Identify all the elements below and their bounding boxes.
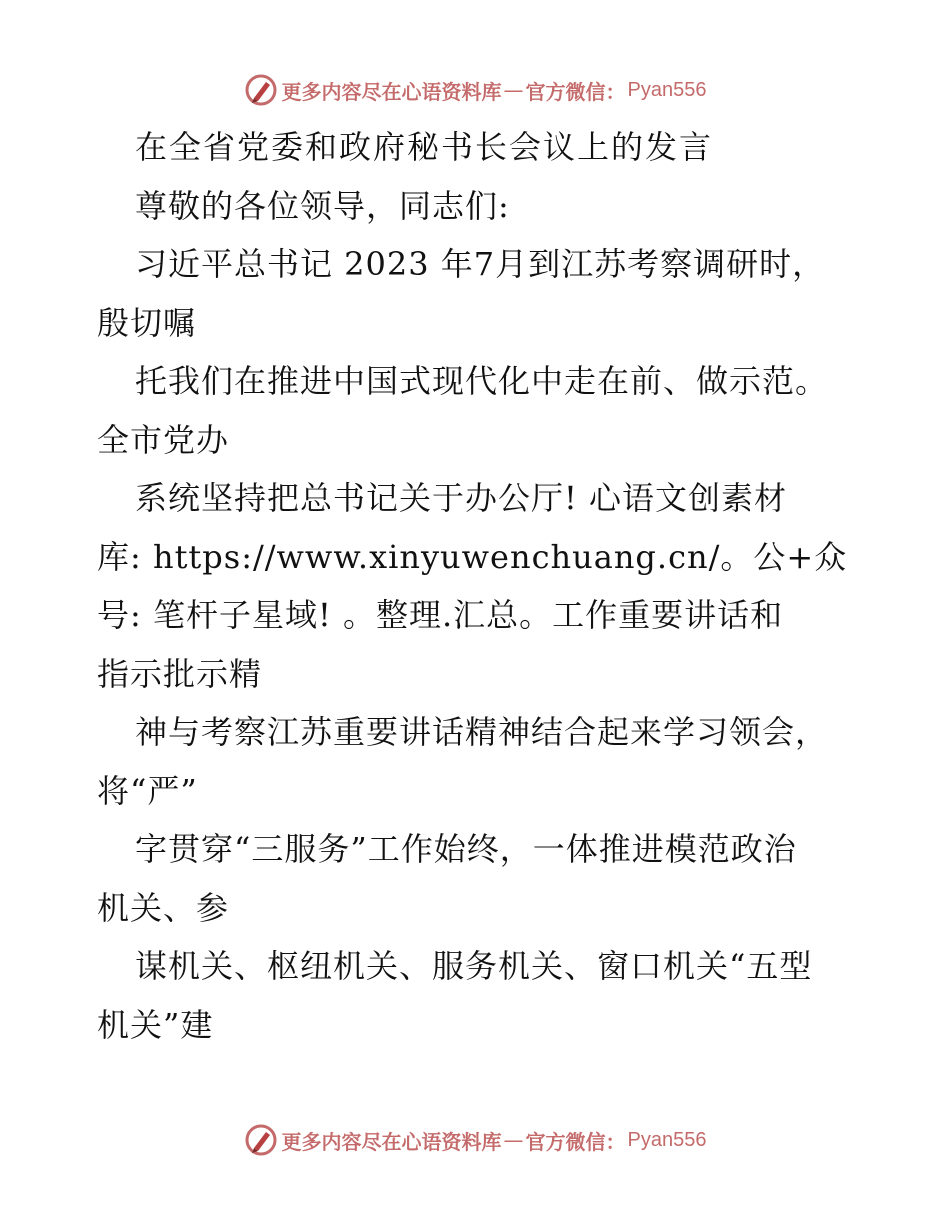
pen-nib-logo-icon [244,1123,278,1157]
salutation-line: 尊敬的各位领导，同志们: [135,186,510,225]
paragraph-line: 指示批示精 [97,654,263,693]
paragraph-line: 字贯穿“三服务”工作始终，一体推进模范政治 [135,830,797,868]
paragraph-line: 谋机关、枢纽机关、服务机关、窗口机关“五型 [135,947,813,985]
banner-promo-text: 更多内容尽在心语资料库 [281,1129,502,1154]
paragraph-line: 殷切嘱 [97,303,197,342]
paragraph-line: 库: https://www.xinyuwenchuang.cn/。公+众 [97,537,848,576]
header-banner [0,70,950,110]
banner-official-label: 官方微信： [525,1129,626,1154]
banner-wechat-id: Pyan556 [627,78,707,101]
paragraph-line: 全市党办 [97,420,230,459]
banner-promo-text: 更多内容尽在心语资料库 [281,79,502,104]
paragraph-line: 号: 笔杆子星域! 。整理.汇总。工作重要讲话和 [97,596,784,634]
paragraph-line: 将“严” [97,771,198,810]
banner-separator: — [503,78,524,102]
paragraph-line: 机关、参 [97,888,230,927]
document-body [97,118,897,1054]
paragraph-line: 托我们在推进中国式现代化中走在前、做示范。 [135,362,829,400]
document-title: 在全省党委和政府秘书长会议上的发言 [135,128,714,166]
paragraph-line: 神与考察江苏重要讲话精神结合起来学习领会， [135,713,829,751]
paragraph-line: 系统坚持把总书记关于办公厅! 心语文创素材 [135,479,788,517]
footer-banner [0,1120,950,1160]
banner-official-label: 官方微信： [525,79,626,104]
banner-separator: — [503,1128,524,1152]
banner-wechat-id: Pyan556 [627,1128,707,1151]
pen-nib-logo-icon [244,73,278,107]
paragraph-line: 机关”建 [97,1005,214,1044]
paragraph-line: 习近平总书记 2023 年7月到江苏考察调研时， [135,245,826,283]
